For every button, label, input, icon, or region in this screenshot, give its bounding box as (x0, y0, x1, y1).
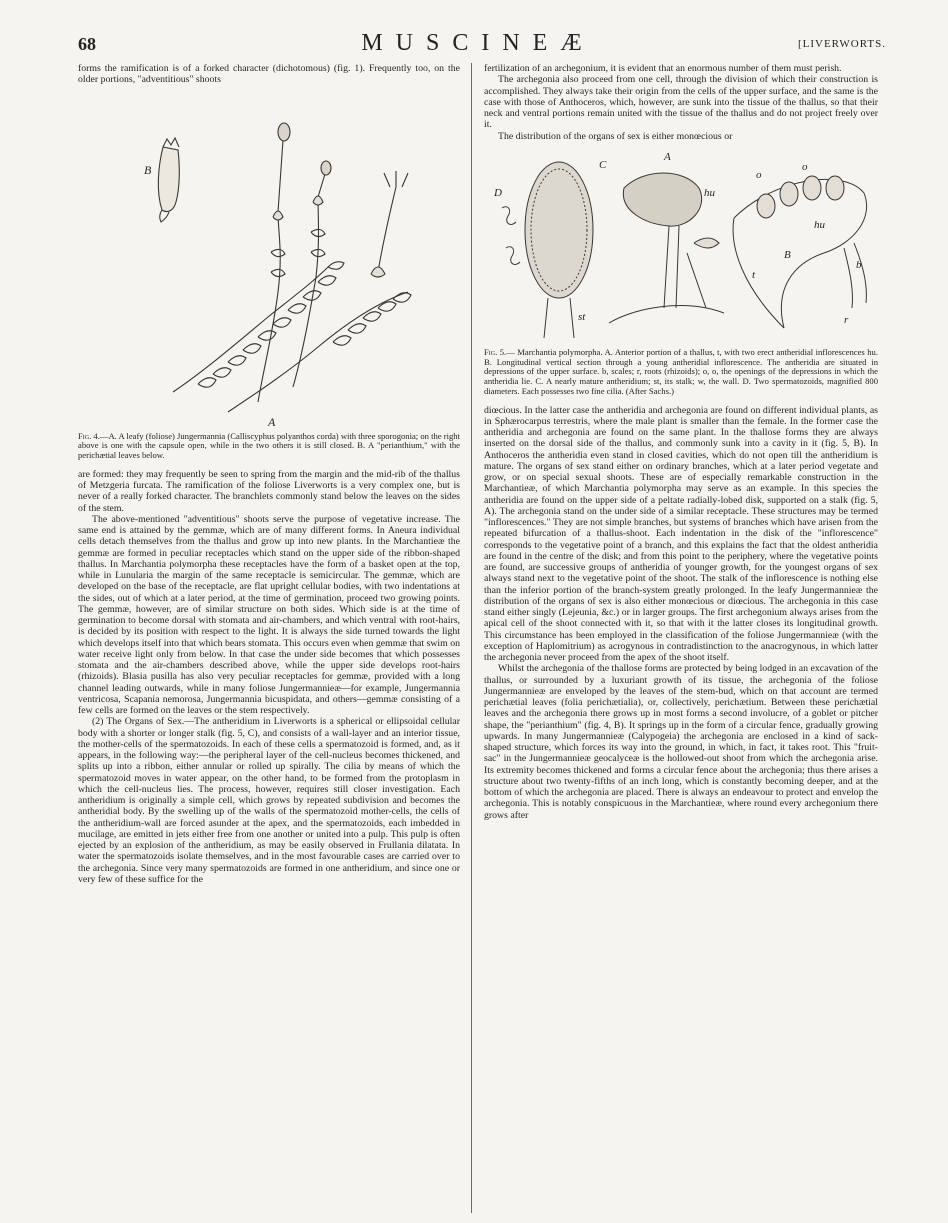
figure-5-caption-lead: Fig. 5.— (484, 346, 515, 357)
paragraph: forms the ramification is of a forked character (dichotomous) (fig. 1). Frequently too, on the older portions, "adventitious" shoots (78, 63, 460, 86)
figure-5-label-st: st (578, 310, 586, 323)
figure-5-label-hu-2: hu (814, 218, 825, 231)
paragraph: The distribution of the organs of sex is either monœcious or (498, 130, 733, 142)
figure-5-label-t: t (752, 268, 756, 281)
page-number: 68 (78, 34, 96, 54)
figure-5-label-c: C (599, 158, 607, 171)
section-title: [LIVERWORTS. (797, 38, 886, 50)
figure-4-caption-text: A leafy (foliose) Jungermannia (Calliscyphus polyanthos corda) with three sporogonia; on the right above is one with the capsule open, while in the two others it is still closed. B. A "perianthium," with the perichætial leaves below. (78, 430, 460, 461)
figure-5-illustration (484, 148, 878, 348)
figure-4 (78, 92, 460, 432)
running-header (78, 30, 886, 56)
figure-5-label-r: r (844, 313, 849, 326)
paragraph: diœcious. In the latter case the antheridia and archegonia are found on different individual plants, as in Sphærocarpus terrestris, where the male plant is smaller than the female. In the former case the antheridia and archegonia are found on the same plant. In the thallose forms they are always inserted on the dorsal side of the thallus, and commonly sunk into a cavity in it (fig. 5, B). In Anthoceros the antheridia even stand in closed cavities, which do not open till the antheridium is mature. The organs of sex stand either on ordinary branches, which at a later period vegetate and grow, or on special sexual shoots. These are of especially remarkable construction in the Marchantieæ, of which Marchantia polymorpha may serve as an example. In this species the antheridia are found on the upper side of a peltate radially-lobed disk, supported on a stalk (fig. 5, A). The archegonia stand on the under side of a similar receptacle. These structures may be termed "inflorescences." They are not simple branches, but systems of branches which have arisen from the repeated bifurcation of a thallus-shoot. Each indentation in the disk of the "inflorescence" corresponds to the vegetative point of a branch, and this explains the fact that the oldest antheridia are found in the centre of the disk; and from this point to the periphery, where the vegetative points are found, are successive groups of antheridia of younger growth, for the youngest organs of sex always stand next to the vegetative point of the shoot. The stalk of the inflorescence is nothing else than the inferior portion of the branch-system greatly prolonged. In the leafy Jungermannieæ the distribution of the organs of sex is also either monœcious or diœcious. The archegonia in this case stand either singly (Lejeunia, &c.) or in larger groups. The first archegonium always arises from the apical cell of the shoot connected with it, so that with it the latter closes its longitudinal growth. This circumstance has been employed in the classification of the foliose Jungermannieæ (with the exception of Haplomitrium) as acrogynous in contradistinction to the anacrogynous, in which latter the archegonia never proceed from the apex of the shoot itself. (484, 404, 878, 664)
figure-5-label-a: A (664, 150, 671, 163)
figure-5-caption-text: Marchantia polymorpha. A. Anterior portion of a thallus, t, with two erect antheridial inflorescences hu. B. Longitudinal vertical section through a young antheridial inflorescence. The antheridia are situated in depressions of the upper surface. b, scales; r, roots (rhizoids); o, o, the openings of the depressions in which the antheridia lie. C. A nearly mature antheridium; st, its stalk; w, the wall. D. Two spermatozoids, magnified 800 diameters. Each possesses two fine cilia. (After Sachs.) (484, 346, 878, 396)
paragraph: The above-mentioned "adventitious" shoots serve the purpose of vegetative increase. The same end is attained by the gemmæ, which are of many different forms. In Aneura individual cells detach themselves from the thallus and grow up into new plants. In the Marchantieæ the gemmæ are formed in peculiar receptacles which stand on the upper side of the ribbon-shaped thallus. In Marchantia polymorpha these receptacles have the form of a basket open at the top, while in Lunularia the margin of the same receptacle is semicircular. The gemmæ, which are developed on the base of the receptacle, are flat upright cellular bodies, with two indentations at the sides, out of which at a later period, at the time of germination, proceed two growing points. The gemmæ, however, are of similar structure on both sides. Which side is at the time of germination to become dorsal with stomata and air-chambers, and which ventral with root-hairs, is decided by its position with respect to the light. It is always the side turned towards the light which develops itself into that which bears stomata. This occurs even when gemmæ that swim on water receive light only from below. In that case the under side becomes that which possesses stomata and the air-chambers described above, while the upper side develops root-hairs (rhizoids). Blasia pusilla has also very peculiar receptacles for gemmæ, provided with a long channel leading outwards, while in many foliose Jungermannieæ—for example, Jungermannia ventricosa, Scapania nemorosa, Jungermannia bicuspidata, and others—gemmæ consisting of a few cells are formed on the leaves or the stem respectively. (78, 513, 460, 717)
paragraph: are formed: they may frequently be seen to spring from the margin and the mid-rib of the thallus of Metzgeria furcata. The ramification of the foliose Liverworts is a very complex one, but is never of a really forked character. The branchlets commonly stand below the leaves on the sides of the stem. (78, 468, 460, 514)
figure-5-label-o-2: o (802, 160, 808, 173)
paragraph: The archegonia also proceed from one cell, through the division of which their construction is accomplished. They always take their origin from the cells of the upper surface, and the same is the case with those of Anthoceros, which, however, are sunk into the tissue of the thallus, so that their neck and ventral portions remain united with the tissue of the thallus and do not project freely over it. (484, 74, 878, 131)
left-column (78, 63, 460, 1213)
figure-5-label-b: B (784, 248, 791, 261)
paragraph: fertilization of an archegonium, it is evident that an enormous number of them must perish. (484, 63, 842, 74)
figure-5-label-hu: hu (704, 186, 715, 199)
figure-5 (484, 148, 878, 348)
figure-4-caption-lead: Fig. 4.—A. (78, 430, 117, 441)
figure-4-illustration (78, 92, 460, 432)
figure-4-label-a: A (268, 414, 276, 429)
paragraph: (2) The Organs of Sex.—The antheridium in Liverworts is a spherical or ellipsoidal cellular body with a shorter or longer stalk (fig. 5, C), and consists of a wall-layer and an interior tissue, the mother-cells of the spermatozoids. In each of these cells a spermatozoid is formed, and, as it appears, in the following way:—the peripheral layer of the cell-nucleus becomes thickened, and splits up into a ribbon, either annular or rolled up spirally. The cilia by means of which the spermatozoid moves in water appear, on the other hand, to be formed from the protoplasm in which the cell-nucleus lies. The process, however, requires still closer investigation. Each antheridium is originally a simple cell, which grows by repeated subdivision and becomes the antheridial body. By the swelling up of the walls of the spermatozoid mother-cells, the cells of the antheridium-wall are forced asunder at the apex, and the spermatozoids, each imbedded in mucilage, are emitted in jets either free from one another or united into a pulp. This pulp is often ejected by an explosion of the antheridium, as may be easily observed in Frullania dilatata. In water the spermatozoids isolate themselves, and in the most favourable cases are carried over to the archegonia. Since very many spermatozoids are formed in one antheridium, and since one or very few of these suffice for the (78, 716, 460, 885)
column-rule (471, 63, 472, 1213)
figure-4-label-b: B (144, 162, 152, 177)
figure-5-caption (484, 348, 878, 397)
figure-5-label-b-scales: b (856, 258, 862, 271)
right-column (484, 63, 878, 1213)
running-title: MUSCINEÆ (361, 30, 595, 56)
figure-5-label-o: o (756, 168, 762, 181)
figure-5-label-d: D (494, 186, 502, 199)
paragraph: Whilst the archegonia of the thallose forms are protected by being lodged in an excavation of the thallus, or surrounded by a luxuriant growth of its tissue, the archegonia of the foliose Jungermannieæ are enveloped by the leaves of the stem-bud, which on that account are termed perichætial leaves (folia perichætialia), or, collectively, perichætium. Between these perichætial leaves and the archegonia there grows up in most forms a second involucre, of a goblet or pitcher shape, the "perianthium" (fig. 4, B). It springs up in the form of a circular fence, gradually growing upwards. In many Jungermannieæ (Calypogeia) the archegonia are enclosed in a kind of sack-shaped structure, which forces its way into the ground, in which, in fact, it takes root. This "fruit-sac" in the Jungermannieæ geocalyceæ is the hollowed-out shoot from which the archegonia arise. Its extremity becomes thickened and forms a circular fence about the archegonia; thus there arises a structure about two twenty-fifths of an inch long, which is constantly becoming deeper, and at the bottom of which the archegonia are placed. There is always an endeavour to protect and envelop the archegonia. This is notably conspicuous in the Marchantieæ, where round every archegonium there grows after (484, 663, 878, 821)
figure-4-caption (78, 432, 460, 461)
